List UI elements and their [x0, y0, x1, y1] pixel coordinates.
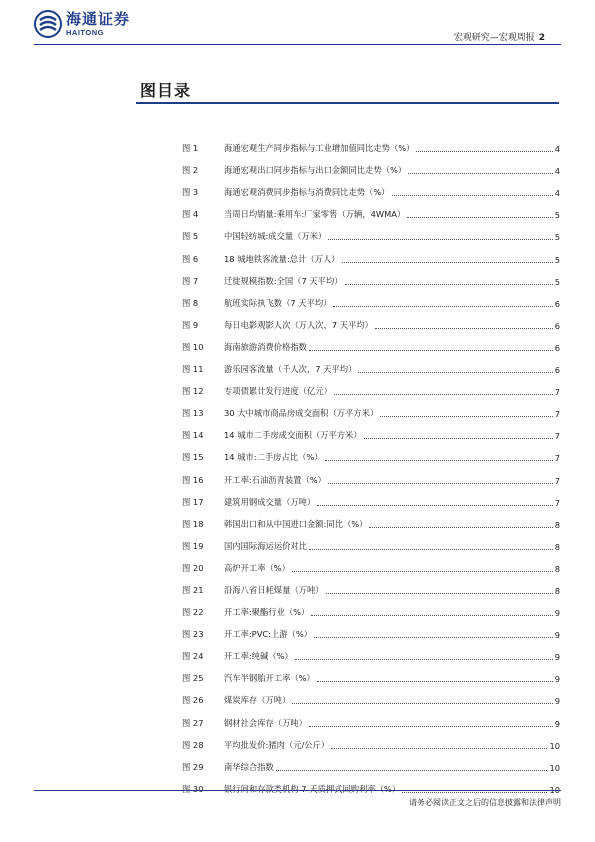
toc-entry-page: 8 — [554, 585, 560, 596]
toc-entry-label: 开工率:纯碱（%） — [224, 651, 293, 662]
toc-entry-number: 图 21 — [182, 584, 204, 595]
toc-entry-number: 图 24 — [182, 651, 204, 662]
footer-disclaimer: 请务必阅读正文之后的信息披露和法律声明 — [409, 798, 561, 807]
toc-dot-leader — [358, 371, 552, 373]
toc-dot-leader — [309, 725, 553, 727]
toc-entry-number: 图 6 — [182, 253, 199, 264]
toc-entry-page: 6 — [554, 342, 560, 353]
toc-entry-page: 5 — [554, 254, 560, 265]
logo-chinese-name: 海通证券 — [66, 9, 131, 28]
toc-entry[interactable] — [182, 684, 560, 706]
toc-entry-page: 5 — [554, 232, 560, 243]
toc-entry[interactable] — [182, 508, 560, 530]
toc-entry[interactable] — [182, 552, 560, 574]
toc-entry-number: 图 3 — [182, 187, 199, 198]
toc-entry-page: 9 — [554, 608, 560, 619]
toc-entry-number: 图 12 — [182, 386, 204, 397]
toc-dot-leader — [364, 437, 553, 439]
toc-entry-number: 图 25 — [182, 673, 204, 684]
toc-entry-number: 图 9 — [182, 319, 199, 330]
toc-entry[interactable] — [182, 729, 560, 751]
toc-dot-leader — [407, 216, 552, 218]
header-doc-info — [454, 30, 545, 43]
toc-dot-leader — [375, 327, 553, 329]
toc-dot-leader — [342, 261, 553, 263]
toc-entry-page: 9 — [554, 718, 560, 729]
doc-type: 宏观研究—宏观周报 — [453, 33, 535, 43]
toc-entry-page: 7 — [554, 387, 560, 398]
toc-entry-label: 中国轻纺城:成交量（万米） — [224, 231, 327, 242]
toc-entry-label: 南华综合指数 — [224, 761, 274, 772]
toc-dot-leader — [326, 592, 553, 594]
toc-entry-number: 图 23 — [182, 629, 204, 640]
toc-dot-leader — [292, 702, 552, 704]
toc-dot-leader — [292, 570, 553, 572]
toc-entry-page: 6 — [554, 320, 560, 331]
toc-dot-leader — [309, 349, 553, 351]
toc-entry[interactable] — [182, 596, 560, 618]
toc-entry-number: 图 28 — [182, 739, 204, 750]
toc-entry[interactable] — [182, 773, 560, 795]
toc-dot-leader — [317, 504, 552, 506]
toc-entry-label: 沿海八省日耗煤量（万吨） — [224, 584, 324, 595]
header-divider — [34, 44, 561, 45]
toc-entry-page: 10 — [549, 784, 560, 795]
toc-entry-page: 9 — [554, 674, 560, 685]
toc-entry[interactable] — [182, 463, 560, 485]
toc-entry-label: 汽车半钢胎开工率（%） — [224, 673, 315, 684]
toc-entry-label: 开工率:PVC:上游（%） — [224, 629, 313, 640]
toc-dot-leader — [314, 636, 553, 638]
toc-entry-label: 平均批发价:猪肉（元/公斤） — [224, 739, 330, 750]
toc-entry-label: 游乐园客流量（千人次，7 天平均） — [224, 364, 357, 375]
toc-entry-label: 海通宏观消费同步指标与消费同比走势（%） — [224, 187, 390, 198]
toc-entry[interactable] — [182, 441, 560, 463]
toc-dot-leader — [369, 526, 552, 528]
toc-dot-leader — [311, 614, 552, 616]
toc-entry-label: 海通宏观生产同步指标与工业增加值同比走势（%） — [224, 143, 415, 154]
toc-entry-number: 图 19 — [182, 540, 204, 551]
toc-dot-leader — [334, 393, 553, 395]
toc-entry[interactable] — [182, 751, 560, 773]
page-number: 2 — [538, 33, 545, 43]
toc-entry-label: 海通宏观出口同步指标与出口金额同比走势（%） — [224, 165, 407, 176]
toc-dot-leader — [309, 548, 553, 550]
toc-dot-leader — [380, 415, 552, 417]
toc-entry[interactable] — [182, 486, 560, 508]
toc-dot-leader — [333, 305, 552, 307]
toc-entry-page: 9 — [554, 696, 560, 707]
toc-entry-number: 图 14 — [182, 430, 204, 441]
toc-entry[interactable] — [182, 419, 560, 441]
toc-entry-number: 图 13 — [182, 408, 204, 419]
toc-dot-leader — [345, 283, 553, 285]
toc-entry[interactable] — [182, 287, 560, 309]
toc-dot-leader — [325, 459, 553, 461]
toc-dot-leader — [392, 194, 553, 196]
toc-entry-label: 迁徙规模指数:全国（7 天平均） — [224, 275, 343, 286]
toc-dot-leader — [328, 482, 553, 484]
toc-entry-label: 国内国际海运运价对比 — [224, 540, 307, 551]
toc-entry-page: 7 — [554, 409, 560, 420]
toc-entry-number: 图 26 — [182, 695, 204, 706]
toc-entry-number: 图 30 — [182, 783, 204, 794]
logo-english-name: HAITONG — [66, 27, 104, 37]
toc-entry-page: 10 — [549, 762, 560, 773]
toc-entry-page: 7 — [554, 453, 560, 464]
toc-title-divider — [136, 102, 559, 104]
toc-dot-leader — [331, 747, 547, 749]
toc-entry-number: 图 29 — [182, 761, 204, 772]
company-logo — [34, 10, 130, 38]
toc-entry-label: 18 城地铁客流量:总计（万人） — [224, 253, 340, 264]
haitong-logo-icon — [34, 10, 62, 38]
toc-entry[interactable] — [182, 176, 560, 198]
toc-entry[interactable] — [182, 242, 560, 264]
toc-entry-page: 9 — [554, 630, 560, 641]
toc-entry-label: 14 城市二手房成交面积（万平方米） — [224, 430, 362, 441]
toc-entry-label: 开工率:石油沥青装置（%） — [224, 474, 326, 485]
toc-entry-label: 开工率:聚酯行业（%） — [224, 607, 310, 618]
toc-entry-page: 7 — [554, 431, 560, 442]
toc-entry-number: 图 15 — [182, 452, 204, 463]
toc-entry-number: 图 17 — [182, 496, 204, 507]
toc-entry-page: 5 — [554, 276, 560, 287]
footer-divider — [34, 790, 561, 791]
toc-dot-leader — [317, 680, 553, 682]
toc-entry-number: 图 20 — [182, 562, 204, 573]
toc-entry[interactable] — [182, 618, 560, 640]
toc-entry-label: 14 城市:二手房占比（%） — [224, 452, 323, 463]
toc-entry-label: 30 大中城市商品房成交面积（万平方米） — [224, 408, 379, 419]
toc-entry-page: 9 — [554, 652, 560, 663]
toc-entry[interactable] — [182, 662, 560, 684]
toc-entry[interactable] — [182, 353, 560, 375]
toc-entry[interactable] — [182, 265, 560, 287]
toc-dot-leader — [402, 791, 547, 793]
toc-entry[interactable] — [182, 309, 560, 331]
toc-entry-page: 4 — [554, 166, 560, 177]
toc-entry[interactable] — [182, 574, 560, 596]
toc-entry-label: 韩国出口和从中国进口金额:同比（%） — [224, 518, 368, 529]
toc-entry[interactable] — [182, 530, 560, 552]
toc-dot-leader — [416, 150, 552, 152]
toc-dot-leader — [295, 658, 553, 660]
toc-entry-page: 8 — [554, 519, 560, 530]
toc-entry-number: 图 1 — [182, 143, 199, 154]
toc-entry-page: 4 — [554, 144, 560, 155]
toc-entry-label: 航班实际执飞数（7 天平均） — [224, 297, 332, 308]
toc-entry-label: 煤炭库存（万吨） — [224, 695, 291, 706]
toc-entry[interactable] — [182, 375, 560, 397]
toc-entry[interactable] — [182, 331, 560, 353]
toc-entry-number: 图 8 — [182, 297, 199, 308]
toc-entry[interactable] — [182, 132, 560, 154]
toc-entry-label: 每日电影观影人次（万人次，7 天平均） — [224, 319, 373, 330]
toc-entry-page: 6 — [554, 298, 560, 309]
toc-entry-label: 钢材社会库存（万吨） — [224, 717, 307, 728]
toc-entry-number: 图 27 — [182, 717, 204, 728]
toc-dot-leader — [276, 769, 548, 771]
toc-entry-page: 7 — [554, 497, 560, 508]
toc-entry[interactable] — [182, 154, 560, 176]
toc-entry-number: 图 22 — [182, 607, 204, 618]
toc-entry-label: 高炉开工率（%） — [224, 562, 290, 573]
toc-dot-leader — [328, 238, 552, 240]
toc-entry[interactable] — [182, 640, 560, 662]
toc-entry-number: 图 11 — [182, 364, 204, 375]
toc-entry-page: 6 — [554, 365, 560, 376]
toc-entry-number: 图 10 — [182, 341, 204, 352]
toc-entry-label: 当周日均销量:乘用车:厂家零售（万辆，4WMA） — [224, 209, 406, 220]
toc-entry-label: 银行间和存款类机构 7 天质押式回购利率（%） — [224, 783, 401, 794]
toc-entry-label: 建筑用钢成交量（万吨） — [224, 496, 316, 507]
toc-dot-leader — [408, 172, 553, 174]
toc-entry-page: 8 — [554, 563, 560, 574]
toc-entry-number: 图 5 — [182, 231, 199, 242]
toc-entry[interactable] — [182, 397, 560, 419]
toc-entry-page: 5 — [554, 210, 560, 221]
figure-list — [182, 132, 560, 795]
toc-entry-number: 图 4 — [182, 209, 199, 220]
toc-entry-page: 4 — [554, 188, 560, 199]
toc-entry-label: 专项债累计发行进度（亿元） — [224, 386, 332, 397]
toc-entry-page: 7 — [554, 475, 560, 486]
toc-entry-number: 图 16 — [182, 474, 204, 485]
toc-entry-number: 图 7 — [182, 275, 199, 286]
toc-entry[interactable] — [182, 706, 560, 728]
toc-title: 图目录 — [140, 81, 192, 100]
toc-entry-number: 图 2 — [182, 165, 199, 176]
toc-entry-label: 海南旅游消费价格指数 — [224, 341, 307, 352]
toc-entry-page: 10 — [549, 740, 560, 751]
toc-entry[interactable] — [182, 220, 560, 242]
toc-entry-number: 图 18 — [182, 518, 204, 529]
page-header — [0, 0, 595, 46]
toc-entry-page: 8 — [554, 541, 560, 552]
toc-entry[interactable] — [182, 198, 560, 220]
